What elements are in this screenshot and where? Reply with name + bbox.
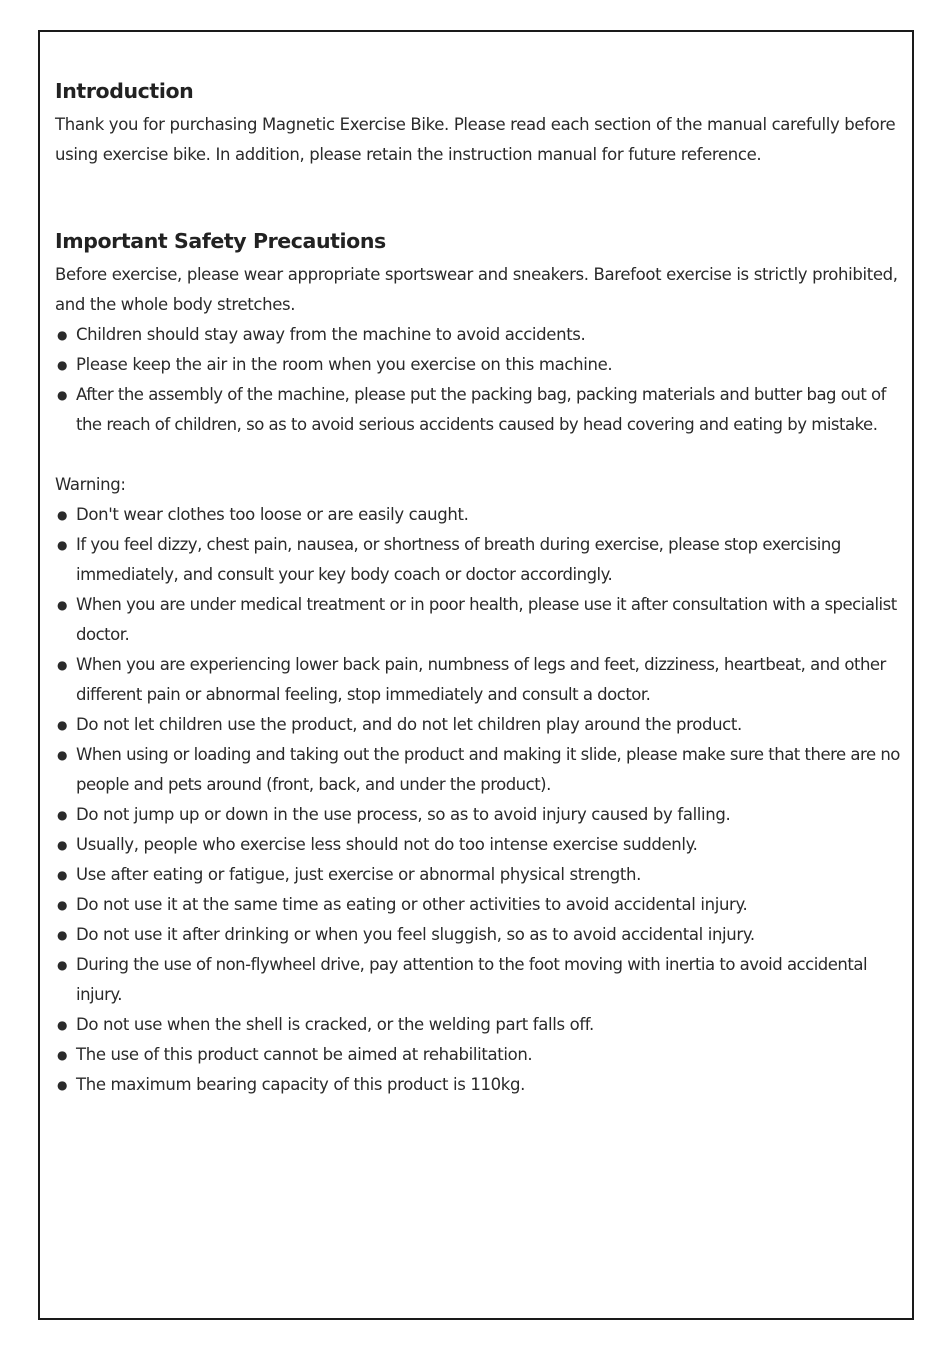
- list-item: [55, 860, 900, 890]
- warning-item-text: If you feel dizzy, chest pain, nausea, or shortness of breath during exercise, please stop exercising immediately, and consult your key body coach or doctor accordingly.: [76, 535, 841, 584]
- safety-item-text: After the assembly of the machine, please put the packing bag, packing materials and butter bag out of the reach of children, so as to avoid serious accidents caused by head covering and eating by mistake.: [76, 385, 886, 434]
- list-item: [55, 1010, 900, 1040]
- list-item: [55, 500, 900, 530]
- bullet-icon: ●: [57, 898, 68, 912]
- list-item: [55, 320, 900, 350]
- warning-item-text: During the use of non-flywheel drive, pay attention to the foot moving with inertia to avoid accidental injury.: [76, 955, 868, 1004]
- list-item: [55, 590, 900, 650]
- warning-item-text: Do not let children use the product, and do not let children play around the product.: [76, 715, 742, 734]
- list-item: [55, 710, 900, 740]
- warning-item-text: When you are under medical treatment or in poor health, please use it after consultation with a specialist doctor.: [76, 595, 897, 644]
- warning-item-text: Do not use it at the same time as eating or other activities to avoid accidental injury.: [76, 895, 748, 914]
- bullet-icon: ●: [57, 1018, 68, 1032]
- bullet-icon: ●: [57, 808, 68, 822]
- list-item: [55, 950, 900, 1010]
- introduction-heading: Introduction: [55, 79, 194, 103]
- warning-item-text: Do not use when the shell is cracked, or the welding part falls off.: [76, 1015, 594, 1034]
- warning-list: [55, 500, 900, 1100]
- list-item: [55, 920, 900, 950]
- warning-item-text: Usually, people who exercise less should not do too intense exercise suddenly.: [76, 835, 698, 854]
- warning-item-text: The use of this product cannot be aimed at rehabilitation.: [76, 1045, 533, 1064]
- list-item: [55, 830, 900, 860]
- bullet-icon: ●: [57, 868, 68, 882]
- warning-item-text: Don't wear clothes too loose or are easily caught.: [76, 505, 469, 524]
- safety-item-text: Children should stay away from the machine to avoid accidents.: [76, 325, 586, 344]
- warning-item-text: Use after eating or fatigue, just exercise or abnormal physical strength.: [76, 865, 642, 884]
- bullet-icon: ●: [57, 748, 67, 762]
- list-item: [55, 650, 900, 710]
- list-item: [55, 530, 900, 590]
- safety-heading: Important Safety Precautions: [55, 229, 386, 253]
- list-item: [55, 800, 900, 830]
- list-item: [55, 740, 900, 800]
- safety-item-text: Please keep the air in the room when you exercise on this machine.: [76, 355, 613, 374]
- warning-item-text: When you are experiencing lower back pain, numbness of legs and feet, dizziness, heartbeat, and other different pain or abnormal feeling, stop immediately and consult a doctor.: [76, 655, 886, 704]
- warning-item-text: The maximum bearing capacity of this product is 110kg.: [76, 1075, 525, 1094]
- introduction-text: Thank you for purchasing Magnetic Exercise Bike. Please read each section of the manual carefully before using exercise bike. In addition, please retain the instruction manual for future reference.: [55, 115, 896, 164]
- bullet-icon: ●: [57, 658, 67, 672]
- bullet-icon: ●: [57, 1078, 68, 1092]
- bullet-icon: ●: [57, 838, 68, 852]
- list-item: [55, 380, 900, 440]
- warning-item-text: Do not use it after drinking or when you feel sluggish, so as to avoid accidental injury.: [76, 925, 755, 944]
- bullet-icon: ●: [57, 958, 67, 972]
- warning-label: Warning:: [55, 475, 126, 494]
- warning-item-text: When using or loading and taking out the product and making it slide, please make sure that there are no people and pets around (front, back, and under the product).: [76, 745, 900, 794]
- list-item: [55, 350, 900, 380]
- list-item: [55, 1070, 900, 1100]
- bullet-icon: ●: [57, 358, 68, 372]
- bullet-icon: ●: [57, 388, 67, 402]
- safety-intro-text: Before exercise, please wear appropriate sportswear and sneakers. Barefoot exercise is strictly prohibited, and the whole body stretches.: [55, 265, 898, 314]
- list-item: [55, 890, 900, 920]
- bullet-icon: ●: [57, 508, 68, 522]
- bullet-icon: ●: [57, 1048, 68, 1062]
- bullet-icon: ●: [57, 328, 68, 342]
- document-body: [55, 72, 900, 1100]
- bullet-icon: ●: [57, 598, 67, 612]
- warning-item-text: Do not jump up or down in the use process, so as to avoid injury caused by falling.: [76, 805, 731, 824]
- list-item: [55, 1040, 900, 1070]
- bullet-icon: ●: [57, 718, 68, 732]
- safety-list: [55, 320, 900, 440]
- bullet-icon: ●: [57, 538, 67, 552]
- bullet-icon: ●: [57, 928, 68, 942]
